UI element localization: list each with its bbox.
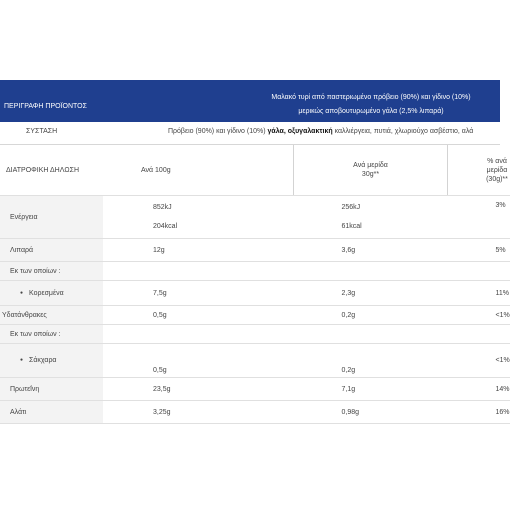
table-row: [0, 325, 510, 344]
row-label: Εκ των οποίων :: [0, 262, 103, 281]
product-description-label: ΠΕΡΙΓΡΑΦΗ ΠΡΟΪΟΝΤΟΣ: [4, 103, 87, 110]
value-per-100g: 3,25g: [103, 401, 294, 424]
table-row: [0, 196, 510, 239]
value-per-100g: 12g: [103, 239, 294, 262]
value-per-100g: 7,5g: [103, 281, 294, 306]
product-spec-sheet: [0, 80, 510, 424]
value-per-100g: 0,5g: [103, 344, 294, 378]
ingredients-row: [0, 122, 500, 145]
row-label: Λιπαρά: [0, 239, 103, 262]
ingredients-text: [168, 128, 473, 135]
row-label: Εκ των οποίων :: [0, 325, 103, 344]
value-percent: <1%: [448, 306, 510, 325]
nutrition-declaration-label: ΔΙΑΤΡΟΦΙΚΗ ΔΗΛΩΣΗ: [0, 145, 103, 196]
value-percent: <1%: [448, 344, 510, 378]
nutrition-table: [0, 145, 510, 424]
value-percent: 3%: [448, 196, 510, 239]
table-row: [0, 378, 510, 401]
energy-kcal-per-portion: 61kcal: [341, 223, 362, 230]
value-per-portion: 0,2g: [294, 344, 448, 378]
table-row: [0, 262, 510, 281]
header-percent-line-2: μερίδα: [486, 166, 508, 174]
table-row: [0, 401, 510, 424]
row-label: Υδατάνθρακες: [0, 306, 103, 325]
value-per-portion: [294, 196, 448, 239]
product-description-line-1: Μαλακό τυρί από παστεριωμένο πρόβειο (90%) και γίδινο (10%): [271, 94, 471, 101]
table-row: [0, 344, 510, 378]
row-label: ● Κορεσμένα: [10, 290, 64, 297]
header-per-portion-line-1: Ανά μερίδα: [353, 162, 388, 169]
value-per-portion: 2,3g: [294, 281, 448, 306]
energy-kcal-per-100g: 204kcal: [153, 223, 178, 230]
ingredients-label: ΣΥΣΤΑΣΗ: [26, 128, 58, 135]
value-per-portion: 0,98g: [294, 401, 448, 424]
value-per-portion: 0,2g: [294, 306, 448, 325]
row-label: Πρωτεΐνη: [0, 378, 103, 401]
value-percent: 14%: [448, 378, 510, 401]
value-per-100g: 0,5g: [103, 306, 294, 325]
ingredients-text-start: Πρόβειο (90%) και γίδινο (10%): [168, 128, 268, 135]
row-label: Ενέργεια: [0, 196, 103, 239]
table-row: [0, 306, 510, 325]
ingredients-text-end: καλλιέργεια, πυτιά, χλωριούχο ασβέστιο, αλά: [332, 128, 474, 135]
row-label: ● Σάκχαρα: [10, 357, 56, 364]
nutrition-header-row: [0, 145, 510, 196]
header-percent-portion: [448, 145, 510, 196]
header-per-100g: Ανά 100g: [103, 145, 294, 196]
ingredients-text-bold: γάλα, οξυγαλακτική: [267, 128, 333, 135]
value-per-100g: 23,5g: [103, 378, 294, 401]
header-percent-line-3: (30g)**: [486, 175, 508, 183]
row-label: Αλάτι: [0, 401, 103, 424]
value-percent: 5%: [448, 239, 510, 262]
product-description-header: [0, 80, 500, 122]
table-row: [0, 281, 510, 306]
energy-kj-per-100g: 852kJ: [153, 204, 172, 211]
value-per-portion: 3,6g: [294, 239, 448, 262]
table-row: [0, 239, 510, 262]
product-description-line-2: μερικώς αποβουτυρωμένο γάλα (2,5% λιπαρά): [298, 108, 444, 115]
energy-kj-per-portion: 256kJ: [341, 204, 361, 211]
header-per-portion-line-2: 30g**: [361, 171, 380, 178]
value-percent: 16%: [448, 401, 510, 424]
header-percent-line-1: % ανά: [487, 157, 507, 165]
value-per-100g: [103, 196, 294, 239]
value-per-portion: 7,1g: [294, 378, 448, 401]
header-per-portion: [294, 145, 448, 196]
value-percent: 11%: [448, 281, 510, 306]
